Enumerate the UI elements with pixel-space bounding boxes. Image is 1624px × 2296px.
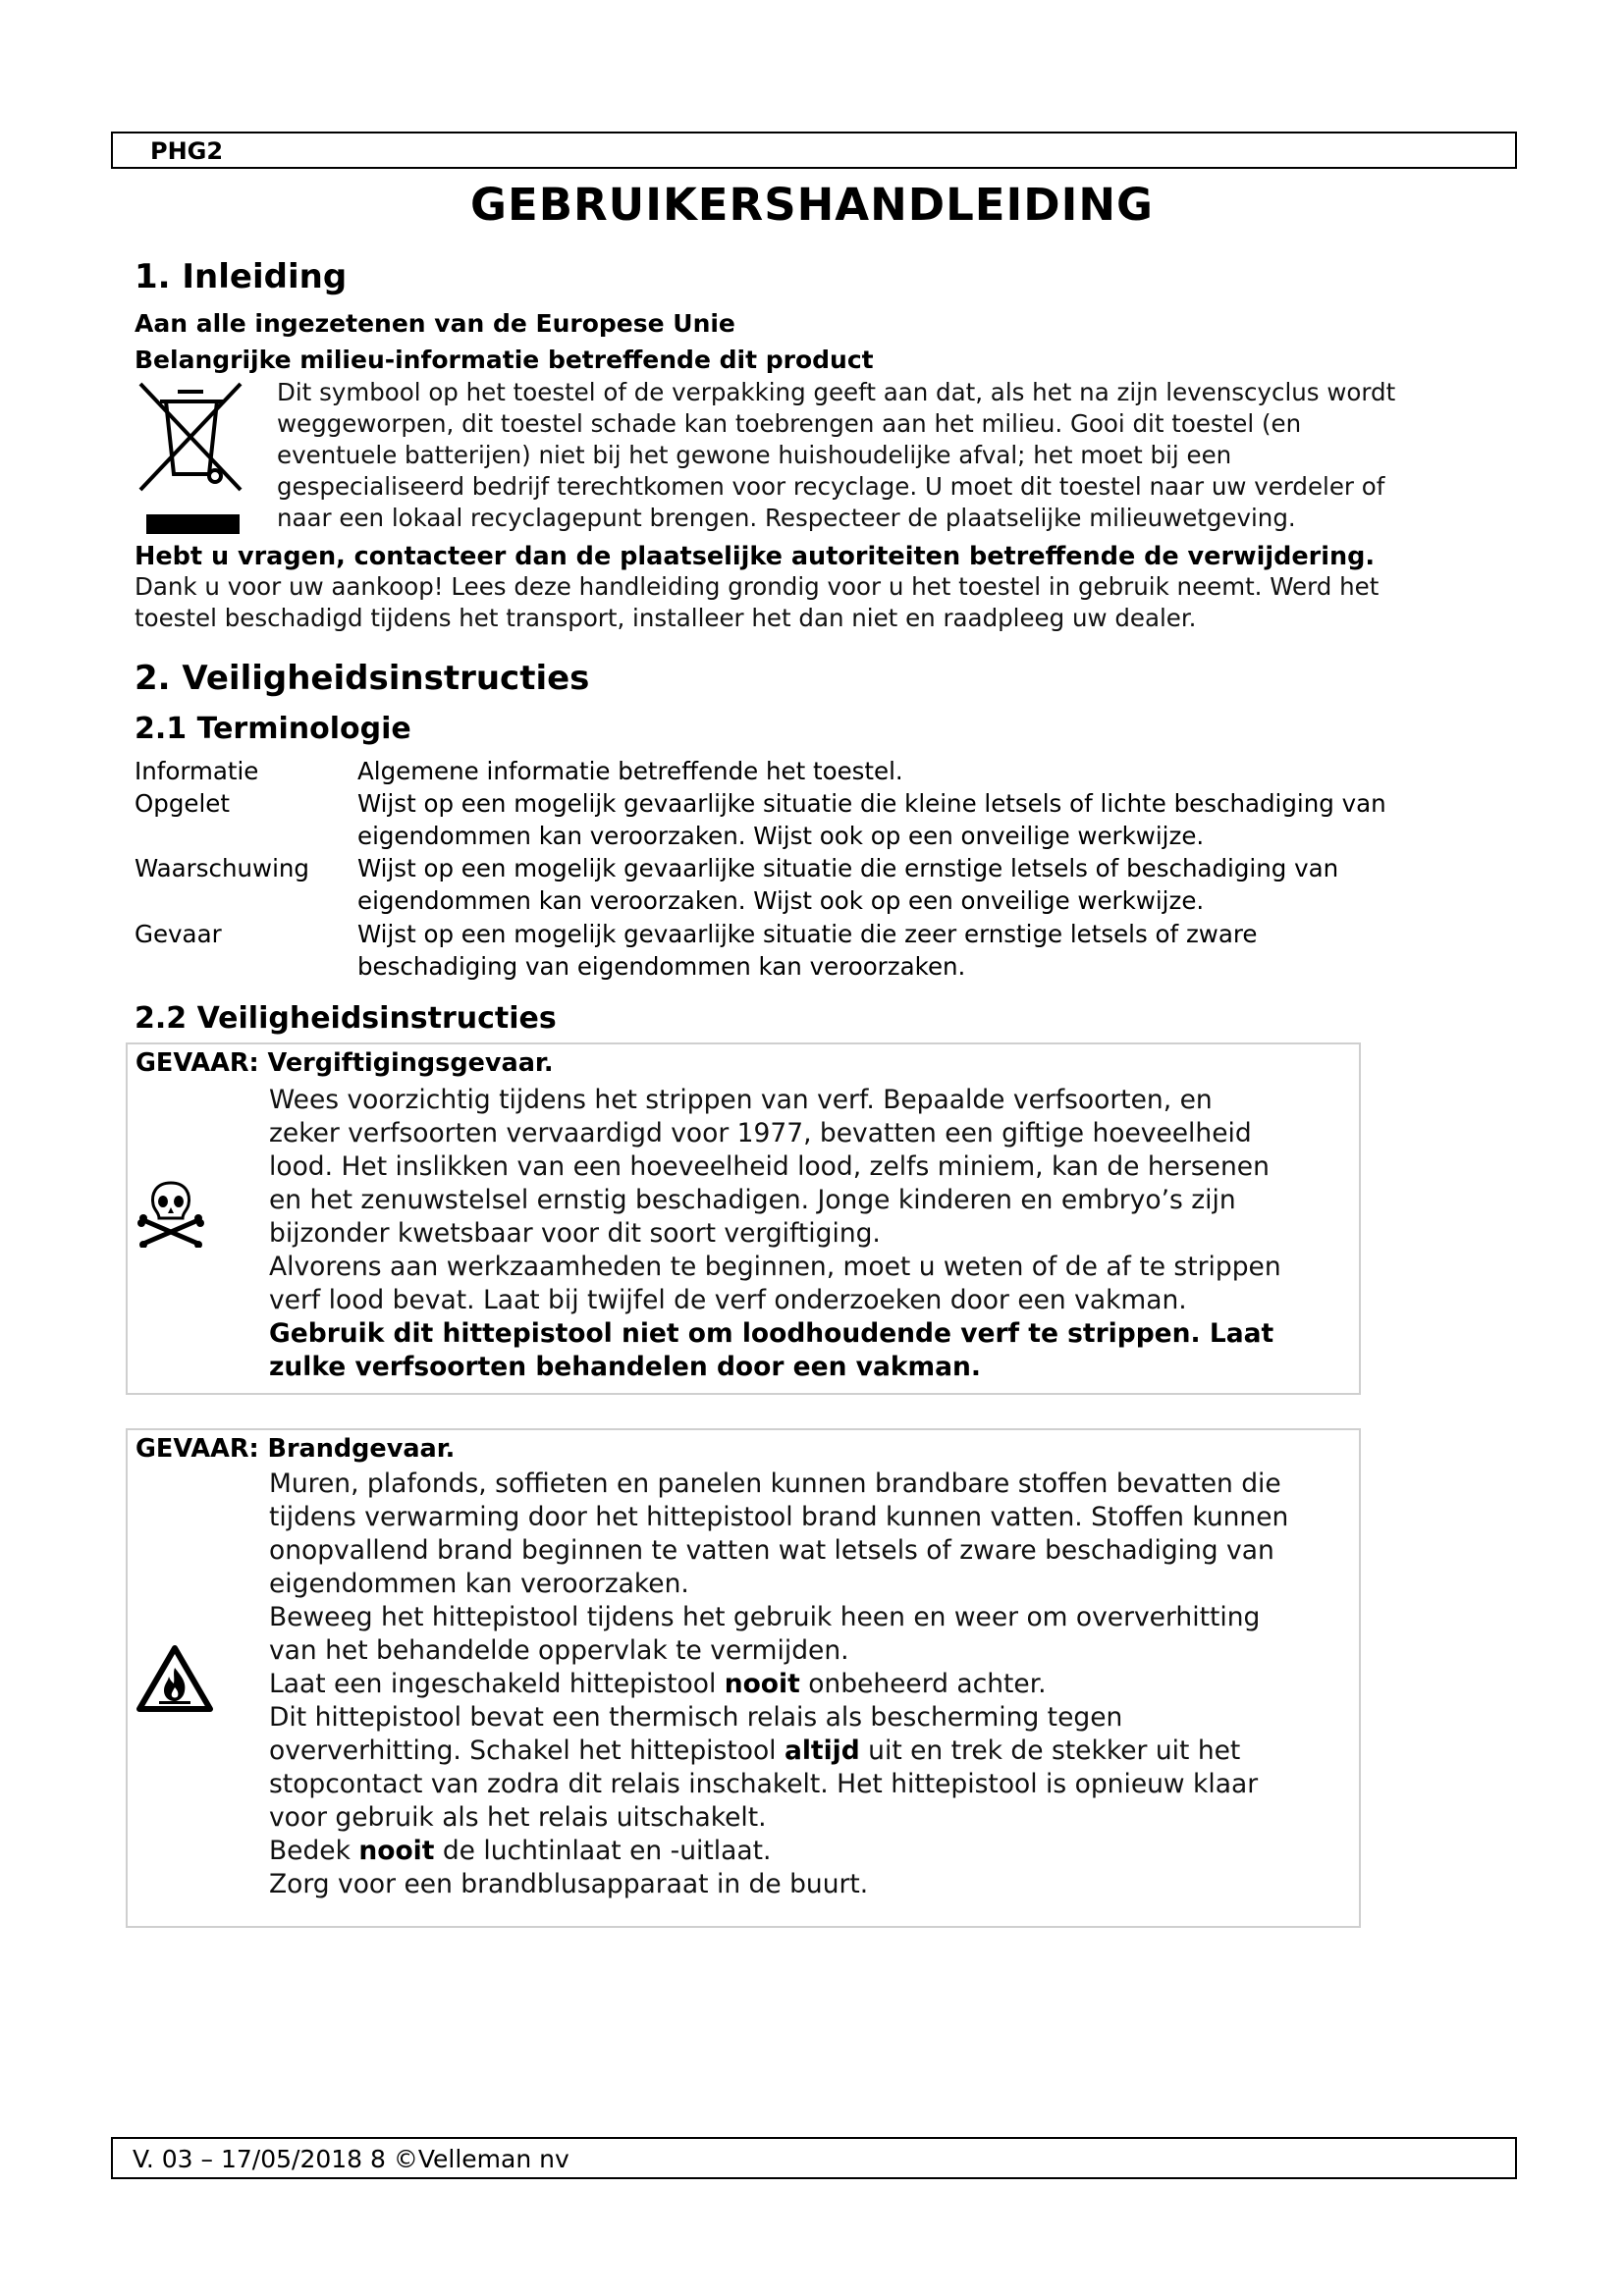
warning-line: zeker verfsoorten vervaardigd voor 1977, bevatten een giftige hoeveelheid bbox=[269, 1118, 1252, 1148]
weee-line: naar een lokaal recyclagepunt brengen. Respecteer de plaatselijke milieuwetgeving. bbox=[277, 504, 1296, 532]
warning-bold-line: zulke verfsoorten behandelen door een vakman. bbox=[269, 1352, 981, 1382]
fire-warning-box bbox=[126, 1428, 1361, 1928]
poison-warning-text bbox=[269, 1084, 1357, 1384]
term-definition bbox=[357, 852, 1506, 917]
warning-line bbox=[269, 1668, 1357, 1701]
warning-line bbox=[269, 1835, 1357, 1868]
warning-line: bijzonder kwetsbaar voor dit soort vergiftiging. bbox=[269, 1218, 881, 1249]
term-definition bbox=[357, 755, 1506, 787]
warning-line: eigendommen kan veroorzaken. bbox=[269, 1569, 689, 1599]
term-definition-line: beschadiging van eigendommen kan veroorzaken. bbox=[357, 952, 966, 981]
warning-line: van het behandelde oppervlak te vermijden. bbox=[269, 1635, 849, 1666]
thanks-text bbox=[135, 571, 1519, 634]
section-2-heading: 2. Veiligheidsinstructies bbox=[135, 659, 590, 698]
term-definition-line: Algemene informatie betreffende het toestel. bbox=[357, 757, 903, 785]
thanks-line: toestel beschadigd tijdens het transport, installeer het dan niet en raadpleeg uw dealer. bbox=[135, 604, 1197, 632]
text-run: onbeheerd achter. bbox=[799, 1669, 1047, 1699]
weee-black-bar bbox=[146, 514, 240, 534]
warning-line: Wees voorzichtig tijdens het strippen van verf. Bepaalde verfsoorten, en bbox=[269, 1085, 1213, 1115]
contact-authorities-note: Hebt u vragen, contacteer dan de plaatselijke autoriteiten betreffende de verwijdering. bbox=[135, 542, 1376, 571]
text-run: de luchtinlaat en -uitlaat. bbox=[434, 1836, 772, 1866]
warning-line: verf lood bevat. Laat bij twijfel de verf onderzoeken door een vakman. bbox=[269, 1285, 1187, 1315]
warning-bold-line: Gebruik dit hittepistool niet om loodhoudende verf te strippen. Laat bbox=[269, 1318, 1274, 1349]
emphasis-always: altijd bbox=[784, 1735, 860, 1766]
thanks-line: Dank u voor uw aankoop! Lees deze handleiding grondig voor u het toestel in gebruik neemt. Werd het bbox=[135, 572, 1380, 601]
warning-line: Dit hittepistool bevat een thermisch relais als bescherming tegen bbox=[269, 1702, 1123, 1733]
term-definition bbox=[357, 787, 1506, 852]
term-definition-line: Wijst op een mogelijk gevaarlijke situatie die zeer ernstige letsels of zware bbox=[357, 920, 1258, 948]
warning-line: stopcontact van zodra dit relais inschakelt. Het hittepistool is opnieuw klaar bbox=[269, 1769, 1259, 1799]
poison-warning-title: GEVAAR: Vergiftigingsgevaar. bbox=[135, 1048, 554, 1078]
weee-text bbox=[277, 377, 1504, 534]
term-definition-line: Wijst op een mogelijk gevaarlijke situatie die kleine letsels of lichte beschadiging van bbox=[357, 789, 1386, 818]
eu-residents-heading: Aan alle ingezetenen van de Europese Unie bbox=[135, 309, 735, 338]
warning-line: onopvallend brand beginnen te vatten wat letsels of zware beschadiging van bbox=[269, 1535, 1274, 1566]
page-header bbox=[111, 132, 1517, 169]
weee-crossed-bin-icon bbox=[136, 378, 244, 496]
term-name: Opgelet bbox=[135, 789, 230, 818]
footer-version-text: V. 03 – 17/05/2018 8 ©Velleman nv bbox=[133, 2145, 569, 2173]
emphasis-never: nooit bbox=[358, 1836, 435, 1866]
weee-line: weggeworpen, dit toestel schade kan toebrengen aan het milieu. Gooi dit toestel (en bbox=[277, 409, 1302, 438]
fire-warning-title: GEVAAR: Brandgevaar. bbox=[135, 1434, 456, 1464]
weee-line: gespecialiseerd bedrijf terechtkomen voor recyclage. U moet dit toestel naar uw verdeler of bbox=[277, 472, 1385, 501]
term-definition-line: Wijst op een mogelijk gevaarlijke situatie die ernstige letsels of beschadiging van bbox=[357, 854, 1339, 882]
poison-warning-box bbox=[126, 1042, 1361, 1395]
text-run: Laat een ingeschakeld hittepistool bbox=[269, 1669, 725, 1699]
warning-line: Zorg voor een brandblusapparaat in de buurt. bbox=[269, 1869, 869, 1899]
emphasis-never: nooit bbox=[724, 1669, 800, 1699]
weee-line: Dit symbool op het toestel of de verpakking geeft aan dat, als het na zijn levenscyclus wordt bbox=[277, 378, 1396, 406]
term-definition-line: eigendommen kan veroorzaken. Wijst ook op een onveilige werkwijze. bbox=[357, 822, 1205, 850]
section-1-heading: 1. Inleiding bbox=[135, 257, 348, 296]
model-label: PHG2 bbox=[150, 137, 224, 165]
warning-line: Muren, plafonds, soffieten en panelen kunnen brandbare stoffen bevatten die bbox=[269, 1468, 1281, 1499]
fire-warning-text bbox=[269, 1468, 1357, 1901]
flammable-hazard-icon bbox=[135, 1644, 214, 1713]
skull-crossbones-icon bbox=[137, 1179, 204, 1248]
term-definition bbox=[357, 918, 1506, 983]
term-name: Gevaar bbox=[135, 920, 222, 948]
warning-line: lood. Het inslikken van een hoeveelheid lood, zelfs miniem, kan de hersenen bbox=[269, 1151, 1270, 1182]
weee-line: eventuele batterijen) niet bij het gewone huishoudelijke afval; het moet bij een bbox=[277, 441, 1232, 469]
warning-line bbox=[269, 1735, 1357, 1768]
text-run: uit en trek de stekker uit het bbox=[859, 1735, 1241, 1766]
term-definition-line: eigendommen kan veroorzaken. Wijst ook op een onveilige werkwijze. bbox=[357, 886, 1205, 915]
page-footer bbox=[111, 2137, 1517, 2179]
warning-line: Alvorens aan werkzaamheden te beginnen, moet u weten of de af te strippen bbox=[269, 1252, 1281, 1282]
term-name: Informatie bbox=[135, 757, 259, 785]
terminology-heading: 2.1 Terminologie bbox=[135, 712, 411, 746]
text-run: Bedek bbox=[269, 1836, 359, 1866]
warning-line: tijdens verwarming door het hittepistool brand kunnen vatten. Stoffen kunnen bbox=[269, 1502, 1289, 1532]
warning-line: en het zenuwstelsel ernstig beschadigen. Jonge kinderen en embryo’s zijn bbox=[269, 1185, 1236, 1215]
warning-line: Beweeg het hittepistool tijdens het gebruik heen en weer om oververhitting bbox=[269, 1602, 1261, 1632]
warning-line: voor gebruik als het relais uitschakelt. bbox=[269, 1802, 767, 1833]
safety-instructions-heading: 2.2 Veiligheidsinstructies bbox=[135, 1001, 557, 1036]
document-title: GEBRUIKERSHANDLEIDING bbox=[470, 179, 1154, 231]
text-run: oververhitting. Schakel het hittepistool bbox=[269, 1735, 785, 1766]
environment-info-heading: Belangrijke milieu-informatie betreffende dit product bbox=[135, 346, 874, 374]
term-name: Waarschuwing bbox=[135, 854, 309, 882]
